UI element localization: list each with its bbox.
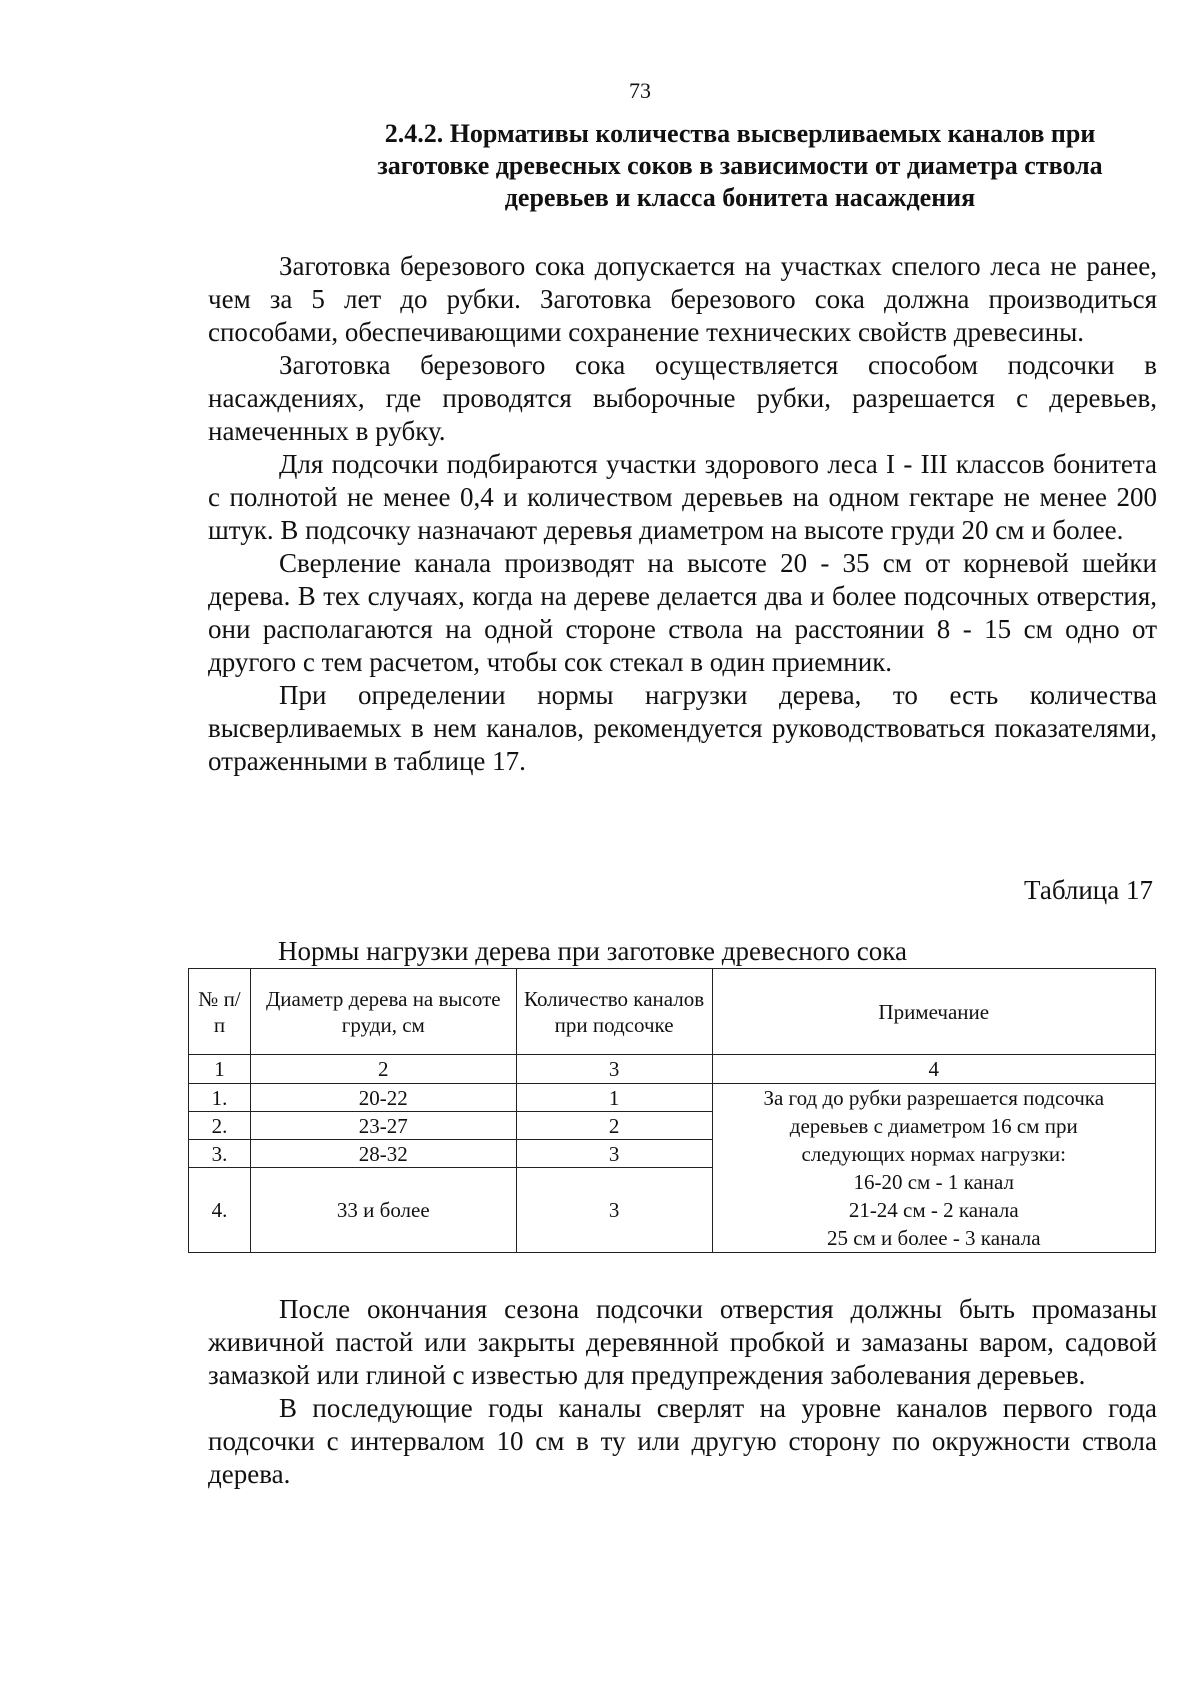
heading-line: заготовке древесных соков в зависимости от диаметра ствола: [377, 151, 1103, 180]
norms-table: [188, 968, 1156, 1253]
row-num: 4.: [189, 1168, 251, 1253]
paragraph: Заготовка березового сока осуществляется способом подсочки в насаждениях, где проводятся выборочные рубки, разрешается с деревьев, намеченных в рубку.: [208, 350, 1157, 446]
row-num: 1.: [189, 1084, 251, 1112]
table-label: Таблица 17: [1024, 875, 1153, 905]
row-diameter: 28-32: [250, 1140, 516, 1168]
paragraph: При определении нормы нагрузки дерева, то есть количества высверливаемых в нем каналов, рекомендуется руководствоваться показателями, отраженными в таблице 17.: [208, 680, 1157, 776]
heading-line: деревьев и класса бонитета насаждения: [504, 183, 976, 212]
section-heading: [300, 118, 1180, 214]
note-line: За год до рубки разрешается подсочка: [763, 1086, 1105, 1110]
note-line: 16-20 см - 1 канал: [853, 1170, 1015, 1194]
column-number: 3: [516, 1055, 712, 1084]
note-line: деревьев с диаметром 16 см при: [789, 1114, 1078, 1138]
row-channels: 2: [516, 1112, 712, 1140]
row-channels: 3: [516, 1140, 712, 1168]
body-text-top: [208, 250, 1157, 778]
table-header-row: [189, 969, 1156, 1055]
table-row: [189, 1084, 1156, 1112]
header-note: Примечание: [712, 969, 1156, 1055]
row-num: 2.: [189, 1112, 251, 1140]
note-line: 21-24 см - 2 канала: [848, 1198, 1019, 1222]
header-num: № п/п: [189, 969, 251, 1055]
row-channels: 1: [516, 1084, 712, 1112]
column-number: 1: [189, 1055, 251, 1084]
page-number: 73: [629, 78, 651, 103]
column-number: 2: [250, 1055, 516, 1084]
row-diameter: 20-22: [250, 1084, 516, 1112]
paragraph: Заготовка березового сока допускается на участках спелого леса не ранее, чем за 5 лет до рубки. Заготовка березового сока должна производиться способами, обеспечивающими сохранение технических свойств древесины.: [208, 251, 1157, 347]
note-cell: [712, 1084, 1156, 1253]
paragraph: Сверление канала производят на высоте 20 - 35 см от корневой шейки дерева. В тех случаях, когда на дереве делается два и более подсочных отверстия, они располагаются на одной стороне ствола на расстоянии 8 - 15 см одно от другого с тем расчетом, чтобы сок стекал в один приемник.: [208, 548, 1157, 677]
paragraph: В последующие годы каналы сверлят на уровне каналов первого года подсочки с интервалом 10 см в ту или другую сторону по окружности ствола дерева.: [208, 1393, 1157, 1489]
header-channels: Количество каналов при подсочке: [516, 969, 712, 1055]
body-text-bottom: [208, 1293, 1157, 1491]
heading-line: 2.4.2. Нормативы количества высверливаемых каналов при: [384, 119, 1096, 148]
header-diameter: Диаметр дерева на высоте груди, см: [250, 969, 516, 1055]
paragraph: Для подсочки подбираются участки здорового леса I - III классов бонитета с полнотой не менее 0,4 и количеством деревьев на одном гектаре не менее 200 штук. В подсочку назначают деревья диаметром на высоте груди 20 см и более.: [208, 449, 1157, 545]
paragraph: После окончания сезона подсочки отверстия должны быть промазаны живичной пастой или закрыты деревянной пробкой и замазаны варом, садовой замазкой или глиной с известью для предупреждения заболевания деревьев.: [208, 1294, 1157, 1390]
row-num: 3.: [189, 1140, 251, 1168]
note-line: следующих нормах нагрузки:: [801, 1142, 1066, 1166]
column-number-row: [189, 1055, 1156, 1084]
row-diameter: 23-27: [250, 1112, 516, 1140]
row-channels: 3: [516, 1168, 712, 1253]
note-line: 25 см и более - 3 канала: [826, 1226, 1041, 1250]
column-number: 4: [712, 1055, 1156, 1084]
row-diameter: 33 и более: [250, 1168, 516, 1253]
table-caption: Нормы нагрузки дерева при заготовке древесного сока: [278, 936, 907, 966]
